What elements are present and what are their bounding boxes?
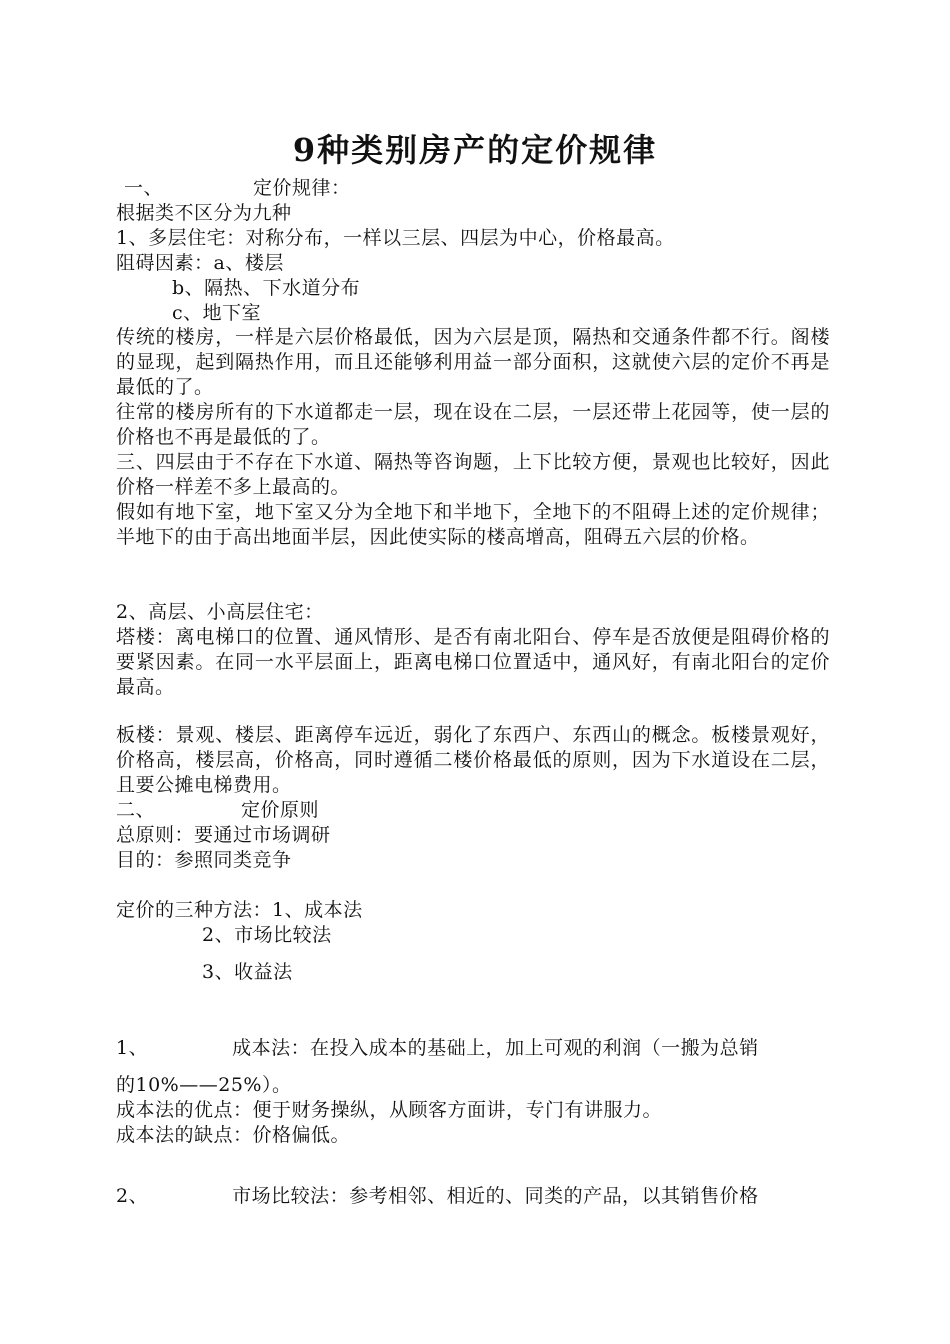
cost-method-line [116, 1036, 759, 1060]
paragraph-slab: 板楼：景观、楼层、距离停车远近，弱化了东西户、东西山的概念。板楼景观好，价格高，楼层高，价格高，同时遵循二楼价格最低的原则，因为下水道设在二层，且要公摊电梯费用。 [116, 724, 830, 796]
paragraph-middle-floors: 三、四层由于不存在下水道、隔热等咨询题，上下比较方便，景观也比较好，因此价格一样差不多上最高的。 [116, 451, 830, 498]
factor-b: b、隔热、下水道分布 [172, 277, 361, 299]
cost-method-continuation: 的10%——25%）。 [116, 1074, 292, 1096]
item-number: 1、 [116, 1037, 149, 1059]
paragraph-tower: 塔楼：离电梯口的位置、通风情形、是否有南北阳台、停车是否放便是阻碍价格的要紧因素。在同一水平层面上，距离电梯口位置适中，通风好，有南北阳台的定价最高。 [116, 626, 830, 698]
method-income: 3、收益法 [202, 961, 293, 983]
document-title: 9种类别房产的定价规律 [292, 131, 658, 169]
section-title: 定价原则 [241, 799, 320, 821]
section-number: 二、 [116, 799, 156, 821]
item-number: 2、 [116, 1185, 149, 1207]
section-title: 定价规律： [253, 177, 351, 199]
item-multistory: 1、多层住宅：对称分布，一样以三层、四层为中心，价格最高。 [116, 227, 675, 249]
section-one-heading [124, 176, 351, 200]
methods-heading: 定价的三种方法：1、成本法 [116, 899, 363, 921]
paragraph-first-floor: 往常的楼房所有的下水道都走一层，现在设在二层，一层还带上花园等，使一层的价格也不再是最低的了。 [116, 401, 830, 448]
paragraph-top-floor: 传统的楼房，一样是六层价格最低，因为六层是顶，隔热和交通条件都不行。阁楼的显现，起到隔热作用，而且还能够利用益一部分面积，这就使六层的定价不再是最低的了。 [116, 326, 830, 398]
section-two-heading [116, 798, 319, 822]
factor-a: 阻碍因素：a、楼层 [116, 252, 284, 274]
cost-method-cons: 成本法的缺点：价格偏低。 [116, 1124, 351, 1146]
market-method-line [116, 1184, 759, 1208]
factor-c: c、地下室 [172, 302, 262, 324]
cost-method-pros: 成本法的优点：便于财务操纵，从顾客方面讲，专门有讲服力。 [116, 1099, 663, 1121]
market-method-definition: 市场比较法：参考相邻、相近的、同类的产品，以其销售价格 [232, 1185, 759, 1207]
method-market: 2、市场比较法 [202, 924, 332, 946]
paragraph-basement: 假如有地下室，地下室又分为全地下和半地下，全地下的不阻碍上述的定价规律；半地下的由于高出地面半层，因此使实际的楼高增高，阻碍五六层的价格。 [116, 501, 830, 548]
cost-method-definition: 成本法：在投入成本的基础上，加上可观的利润（一搬为总销 [232, 1037, 759, 1059]
section-number: 一、 [124, 177, 164, 199]
pricing-purpose: 目的：参照同类竞争 [116, 849, 292, 871]
intro-line: 根据类不区分为九种 [116, 202, 292, 224]
general-principle: 总原则：要通过市场调研 [116, 824, 331, 846]
item-highrise: 2、高层、小高层住宅： [116, 601, 324, 623]
